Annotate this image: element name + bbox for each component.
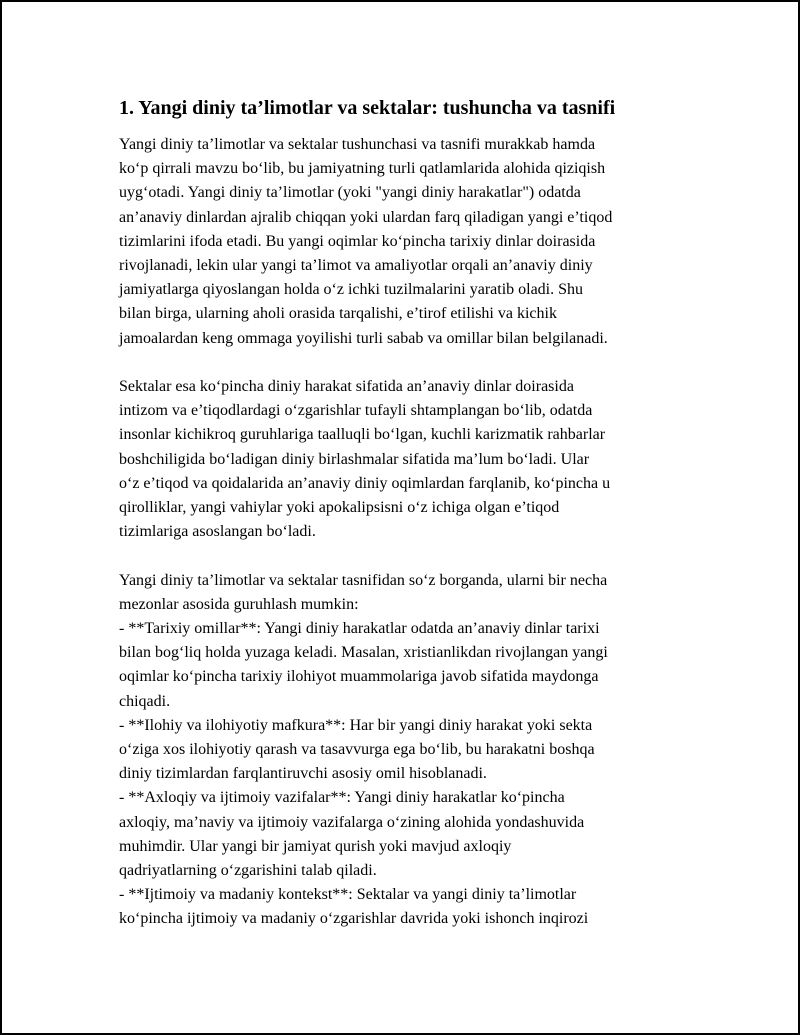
text-line: tizimlariga asoslangan bo‘ladi. <box>119 523 316 541</box>
text-line: Yangi diniy ta’limotlar va sektalar tasnifidan so‘z borganda, ularni bir necha <box>119 571 608 589</box>
text-line: - **Axloqiy va ijtimoiy vazifalar**: Yangi diniy harakatlar ko‘pincha <box>119 789 565 807</box>
text-line: qirolliklar, yangi vahiylar yoki apokalipsisni o‘z ichiga olgan e’tiqod <box>119 499 560 517</box>
text-line: - **Ijtimoiy va madaniy kontekst**: Sektalar va yangi diniy ta’limotlar <box>119 886 577 904</box>
text-line: ko‘pincha ijtimoiy va madaniy o‘zgarishlar davrida yoki ishonch inqirozi <box>119 910 589 928</box>
text-line: mezonlar asosida guruhlash mumkin: <box>119 595 359 613</box>
text-line: jamiyatlarga qiyoslangan holda o‘z ichki tuzilmalarini yaratib oladi. Shu <box>119 281 584 299</box>
text-line: muhimdir. Ular yangi bir jamiyat qurish yoki mavjud axloqiy <box>119 837 512 855</box>
paragraph <box>119 569 699 932</box>
text-line: axloqiy, ma’naviy va ijtimoiy vazifalarga o‘zining alohida yondashuvida <box>119 813 585 831</box>
text-line: qadriyatlarning o‘zgarishini talab qiladi. <box>119 862 377 880</box>
text-line: Yangi diniy ta’limotlar va sektalar tushunchasi va tasnifi murakkab hamda <box>119 136 596 153</box>
text-line: boshchiligida bo‘ladigan diniy birlashmalar sifatida ma’lum bo‘ladi. Ular <box>119 450 590 468</box>
text-line: insonlar kichikroq guruhlariga taalluqli bo‘lgan, kuchli karizmatik rahbarlar <box>119 426 606 444</box>
text-line: an’anaviy dinlardan ajralib chiqqan yoki ulardan farq qiladigan yangi e’tiqod <box>119 208 613 226</box>
text-line: Sektalar esa ko‘pincha diniy harakat sifatida an’anaviy dinlar doirasida <box>119 378 574 396</box>
paragraph <box>119 375 699 544</box>
text-line: uyg‘otadi. Yangi diniy ta’limotlar (yoki "yangi diniy harakatlar") odatda <box>119 184 581 202</box>
text-line: ko‘p qirrali mavzu bo‘lib, bu jamiyatning turli qatlamlarida alohida qiziqish <box>119 160 606 178</box>
document-body <box>119 94 699 932</box>
text-line: bilan bog‘liq holda yuzaga keladi. Masalan, xristianlikdan rivojlangan yangi <box>119 644 608 662</box>
text-line: diniy tizimlardan farqlantiruvchi asosiy omil hisoblanadi. <box>119 765 487 783</box>
text-line: chiqadi. <box>119 692 171 710</box>
text-line: intizom va e’tiqodlardagi o‘zgarishlar tufayli shtamplangan bo‘lib, odatda <box>119 402 593 420</box>
text-line: - **Ilohiy va ilohiyotiy mafkura**: Har bir yangi diniy harakat yoki sekta <box>119 716 593 734</box>
text-line: o‘ziga xos ilohiyotiy qarash va tasavvurga ega bo‘lib, bu harakatni boshqa <box>119 741 595 759</box>
paragraph <box>119 133 699 351</box>
text-line: o‘z e’tiqod va qoidalarida an’anaviy diniy oqimlardan farqlanib, ko‘pincha u <box>119 474 611 492</box>
text-line: jamoalardan keng ommaga yoyilishi turli sabab va omillar bilan belgilanadi. <box>119 329 608 347</box>
text-line: oqimlar ko‘pincha tarixiy ilohiyot muammolariga javob sifatida maydonga <box>119 668 599 686</box>
text-line: - **Tarixiy omillar**: Yangi diniy harakatlar odatda an’anaviy dinlar tarixi <box>119 620 600 638</box>
text-line: bilan birga, ularning aholi orasida tarqalishi, e’tirof etilishi va kichik <box>119 305 557 323</box>
section-heading: 1. Yangi diniy ta’limotlar va sektalar: tushuncha va tasnifi <box>119 97 616 119</box>
text-line: rivojlanadi, lekin ular yangi ta’limot va amaliyotlar orqali an’anaviy diniy <box>119 257 593 275</box>
text-line: tizimlarini ifoda etadi. Bu yangi oqimlar ko‘pincha tarixiy dinlar doirasida <box>119 232 596 250</box>
paragraphs <box>119 133 699 932</box>
